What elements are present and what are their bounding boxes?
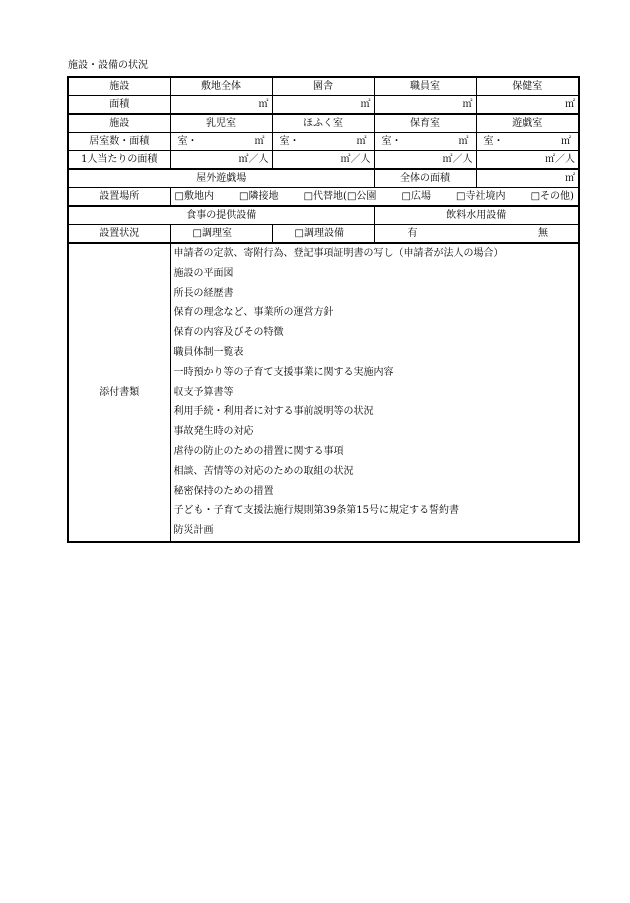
facility-header-row [68, 77, 579, 96]
room-unit: 室・ [381, 136, 402, 147]
unit-sqm-per-person: ㎡／人 [238, 154, 269, 165]
list-item: 職員体制一覧表 [173, 346, 244, 358]
list-item: 収支予算書等 [173, 386, 234, 398]
unit-sqm: ㎡ [462, 99, 473, 110]
list-item: 秘密保持のための措置 [173, 485, 274, 497]
list-item: 保育の内容及びその特徴 [173, 327, 284, 339]
drinking-water-choice [374, 225, 579, 244]
list-item: 虐待の防止のための措置に関する事項 [173, 445, 344, 457]
unit-sqm: ㎡ [561, 136, 571, 147]
unit-sqm: ㎡ [254, 136, 265, 147]
facility-equipment-table [67, 76, 580, 543]
unit-sqm: ㎡ [360, 99, 371, 110]
playground-row [68, 169, 579, 188]
checkbox-temple-grounds[interactable]: □寺社境内 [456, 191, 506, 202]
list-item: 保育の理念など、事業所の運営方針 [173, 307, 334, 319]
water-no-option[interactable]: 無 [538, 228, 548, 239]
unit-sqm-per-person: ㎡／人 [340, 154, 371, 165]
checkbox-alternative-park[interactable]: □代替地(□公園 [303, 191, 377, 202]
column-crawling-room: ほふく室 [272, 114, 374, 133]
rooms-area-row [68, 133, 579, 151]
attachments-list [170, 243, 579, 542]
play-room-per-person-field[interactable] [476, 151, 579, 170]
rooms-area-label: 居室数・面積 [68, 133, 170, 151]
unit-sqm: ㎡ [356, 136, 367, 147]
meal-header-row [68, 206, 579, 225]
per-person-label: 1人当たりの面積 [68, 151, 170, 170]
per-person-row [68, 151, 579, 170]
list-item: 子ども・子育て支援法施行規則第39条第15号に規定する誓約書 [173, 505, 459, 517]
area-row [68, 96, 579, 115]
form-title: 施設・設備の状況 [68, 60, 148, 71]
infant-room-per-person-field[interactable] [170, 151, 272, 170]
crawling-room-count-field[interactable] [272, 133, 374, 151]
nursery-room-per-person-field[interactable] [374, 151, 476, 170]
room-header-row [68, 114, 579, 133]
water-yes-option[interactable]: 有 [407, 228, 418, 239]
list-item: 所長の経歴書 [173, 287, 234, 299]
play-room-count-field[interactable] [476, 133, 579, 151]
unit-sqm: ㎡ [258, 99, 269, 110]
room-unit: 室・ [177, 136, 198, 147]
meal-facility-label: 食事の提供設備 [68, 206, 374, 225]
list-item: 事故発生時の対応 [173, 426, 254, 438]
unit-sqm-per-person: ㎡／人 [545, 154, 575, 165]
unit-sqm: ㎡ [565, 173, 575, 184]
drinking-water-label: 飲料水用設備 [374, 206, 579, 225]
playground-label: 屋外遊戯場 [68, 169, 374, 188]
health-room-area-field[interactable] [476, 96, 579, 115]
installation-status-label: 設置状況 [68, 225, 170, 244]
attachments-row [68, 243, 579, 542]
list-item: 相談、苦情等の対応のための取組の状況 [173, 465, 354, 477]
room-unit: 室・ [279, 136, 300, 147]
column-play-room: 遊戯室 [476, 114, 579, 133]
crawling-room-per-person-field[interactable] [272, 151, 374, 170]
column-infant-room: 乳児室 [170, 114, 272, 133]
checkbox-cooking-room[interactable]: □調理室 [170, 225, 272, 244]
unit-sqm-per-person: ㎡／人 [442, 154, 473, 165]
column-nursery-room: 保育室 [374, 114, 476, 133]
column-staff-room: 職員室 [374, 77, 476, 96]
column-health-room: 保健室 [476, 77, 579, 96]
facility-header-label: 施設 [68, 77, 170, 96]
location-options [170, 188, 579, 207]
staff-room-area-field[interactable] [374, 96, 476, 115]
unit-sqm: ㎡ [565, 99, 575, 110]
checkbox-plaza[interactable]: □広場 [401, 191, 431, 202]
infant-room-count-field[interactable] [170, 133, 272, 151]
checkbox-cooking-equipment[interactable]: □調理設備 [272, 225, 374, 244]
column-site-total: 敷地全体 [170, 77, 272, 96]
school-building-area-field[interactable] [272, 96, 374, 115]
site-total-area-field[interactable] [170, 96, 272, 115]
checkbox-on-site[interactable]: □敷地内 [174, 191, 214, 202]
list-item: 施設の平面図 [173, 267, 234, 279]
list-item: 利用手続・利用者に対する事前説明等の状況 [173, 406, 374, 418]
column-school-building: 園舎 [272, 77, 374, 96]
location-row [68, 188, 579, 207]
meal-status-row [68, 225, 579, 244]
area-label: 面積 [68, 96, 170, 115]
list-item: 防災計画 [173, 525, 214, 537]
playground-total-area-field[interactable] [476, 169, 579, 188]
list-item: 一時預かり等の子育て支援事業に関する実施内容 [173, 366, 394, 378]
nursery-room-count-field[interactable] [374, 133, 476, 151]
location-label: 設置場所 [68, 188, 170, 207]
list-item: 申請者の定款、寄附行為、登記事項証明書の写し（申請者が法人の場合） [173, 248, 504, 259]
checkbox-other[interactable]: □その他) [530, 191, 574, 202]
room-header-label: 施設 [68, 114, 170, 133]
checkbox-adjacent[interactable]: □隣接地 [239, 191, 279, 202]
room-unit: 室・ [483, 136, 504, 147]
unit-sqm: ㎡ [458, 136, 469, 147]
total-area-label: 全体の面積 [374, 169, 476, 188]
attachments-label: 添付書類 [68, 243, 170, 542]
